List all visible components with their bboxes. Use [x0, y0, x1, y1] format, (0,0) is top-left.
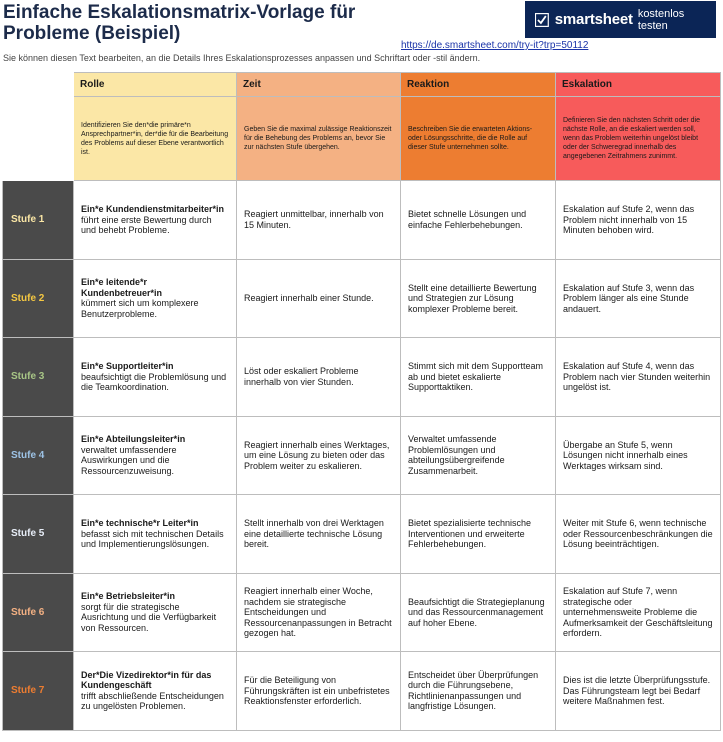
response-cell[interactable]: Verwaltet umfassende Problemlösungen und abteilungsübergreifende Zusammenarbeit. — [401, 416, 556, 495]
column-header-reaktion: Reaktion — [401, 73, 556, 97]
time-cell[interactable]: Reagiert innerhalb einer Woche, nachdem sie strategische Entscheidungen und Ressourcenanpassungen in Betracht gezogen hat. — [237, 573, 401, 652]
table-row — [3, 495, 721, 574]
escalation-cell[interactable]: Dies ist die letzte Überprüfungsstufe. Das Führungsteam legt bei Bedarf weitere Maßnahmen fest. — [556, 652, 721, 731]
role-description: beaufsichtigt die Problemlösung und die Teamkoordination. — [81, 371, 227, 392]
table-row — [3, 573, 721, 652]
table-row — [3, 181, 721, 260]
column-description-reaktion[interactable]: Beschreiben Sie die erwarteten Aktions- oder Lösungsschritte, die die Rolle auf dieser Stufe unternehmen sollte. — [401, 97, 556, 181]
column-description-rolle[interactable]: Identifizieren Sie den*die primäre*n Ansprechpartner*in, der*die für die Bearbeitung des Problems auf dieser Ebene verantwortlich ist. — [74, 97, 237, 181]
time-cell[interactable]: Stellt innerhalb von drei Werktagen eine detaillierte technische Lösung bereit. — [237, 495, 401, 574]
table-row — [3, 652, 721, 731]
role-description: befasst sich mit technischen Details und Implementierungslösungen. — [81, 528, 224, 549]
table-row — [3, 259, 721, 338]
column-header-rolle: Rolle — [74, 73, 237, 97]
smartsheet-banner[interactable] — [525, 1, 716, 38]
stage-label: Stufe 3 — [3, 338, 74, 417]
table-row — [3, 416, 721, 495]
role-cell[interactable] — [74, 573, 237, 652]
escalation-cell[interactable]: Weiter mit Stufe 6, wenn technische oder Ressourcenbeschränkungen die Lösung beeinträchtigen. — [556, 495, 721, 574]
stage-label: Stufe 6 — [3, 573, 74, 652]
time-cell[interactable]: Löst oder eskaliert Probleme innerhalb von vier Stunden. — [237, 338, 401, 417]
stage-label: Stufe 1 — [3, 181, 74, 260]
table-row — [3, 338, 721, 417]
brand-name: smartsheet — [554, 11, 633, 28]
stage-label: Stufe 4 — [3, 416, 74, 495]
role-description: kümmert sich um komplexere Benutzerprobleme. — [81, 298, 199, 319]
escalation-cell[interactable]: Eskalation auf Stufe 3, wenn das Problem länger als eine Stunde andauert. — [556, 259, 721, 338]
time-cell[interactable]: Reagiert innerhalb eines Werktages, um eine Lösung zu bieten oder das Problem weiter zu eskalieren. — [237, 416, 401, 495]
escalation-cell[interactable]: Eskalation auf Stufe 4, wenn das Problem nach vier Stunden weiterhin ungelöst ist. — [556, 338, 721, 417]
role-cell[interactable] — [74, 259, 237, 338]
role-title: Ein*e Supportleiter*in — [81, 361, 174, 371]
role-title: Der*Die Vizedirektor*in für das Kundengeschäft — [81, 669, 212, 691]
role-title: Ein*e technische*r Leiter*in — [81, 518, 199, 528]
stage-label: Stufe 5 — [3, 495, 74, 574]
role-cell[interactable] — [74, 338, 237, 417]
role-cell[interactable] — [74, 495, 237, 574]
instructions-text: Sie können diesen Text bearbeiten, an die Details Ihres Eskalationsprozesses anpassen und Schriftart oder -stil ändern. — [3, 53, 481, 63]
time-cell[interactable]: Reagiert innerhalb einer Stunde. — [237, 259, 401, 338]
response-cell[interactable]: Bietet schnelle Lösungen und einfache Fehlerbehebungen. — [401, 181, 556, 260]
role-title: Ein*e Betriebsleiter*in — [81, 591, 176, 602]
escalation-cell[interactable]: Übergabe an Stufe 5, wenn Lösungen nicht innerhalb eines Werktages wirksam sind. — [556, 416, 721, 495]
stage-label: Stufe 2 — [3, 259, 74, 338]
response-cell[interactable]: Bietet spezialisierte technische Interventionen und erweiterte Fehlerbehebungen. — [401, 495, 556, 574]
response-cell[interactable]: Beaufsichtigt die Strategieplanung und das Ressourcenmanagement auf hoher Ebene. — [401, 573, 556, 652]
column-description-zeit[interactable]: Geben Sie die maximal zulässige Reaktionszeit für die Behebung des Problems an, bevor Sie zur nächsten Stufe übergehen. — [237, 97, 401, 181]
trial-link[interactable]: https://de.smartsheet.com/try-it?trp=50112 — [401, 40, 589, 51]
response-cell[interactable]: Stellt eine detaillierte Bewertung und Strategien zur Lösung komplexer Probleme bereit. — [401, 259, 556, 338]
role-description: führt eine erste Bewertung durch und behebt Probleme. — [81, 214, 212, 235]
response-cell[interactable]: Entscheidet über Überprüfungen durch die Führungsebene, Richtlinienanpassungen und langfristige Lösungen. — [401, 652, 556, 731]
page-title: Einfache Eskalationsmatrix-Vorlage für Probleme (Beispiel) — [3, 2, 356, 44]
time-cell[interactable]: Für die Beteiligung von Führungskräften ist ein unbefristetes Reaktionsfenster erforderlich. — [237, 652, 401, 731]
role-description: trifft abschließende Entscheidungen zu ungelösten Problemen. — [81, 690, 224, 712]
trial-cta: kostenlos testen — [637, 7, 685, 32]
role-description: sorgt für die strategische Ausrichtung und die Verfügbarkeit von Ressourcen. — [81, 601, 217, 633]
role-title: Ein*e leitende*r Kundenbetreuer*in — [81, 277, 163, 298]
role-cell[interactable] — [74, 416, 237, 495]
role-cell[interactable] — [74, 652, 237, 731]
time-cell[interactable]: Reagiert unmittelbar, innerhalb von 15 Minuten. — [237, 181, 401, 260]
response-cell[interactable]: Stimmt sich mit dem Supportteam ab und bietet eskalierte Supporttaktiken. — [401, 338, 556, 417]
column-header-eskalation: Eskalation — [556, 73, 721, 97]
role-cell[interactable] — [74, 181, 237, 260]
role-description: verwaltet umfassendere Auswirkungen und die Ressourcenzuweisung. — [81, 444, 177, 476]
column-header-zeit: Zeit — [237, 73, 401, 97]
role-title: Ein*e Abteilungsleiter*in — [81, 434, 186, 445]
role-title: Ein*e Kundendienstmitarbeiter*in — [81, 204, 225, 214]
smartsheet-logo-icon — [535, 13, 549, 27]
column-description-eskalation[interactable]: Definieren Sie den nächsten Schritt oder die nächste Rolle, an die eskaliert werden soll, wenn das Problem weiterhin ungelöst bleibt oder der Schweregrad innerhalb des angegebenen Zeitrahmens zunimmt. — [556, 97, 721, 181]
stage-label: Stufe 7 — [3, 652, 74, 731]
escalation-cell[interactable]: Eskalation auf Stufe 2, wenn das Problem nicht innerhalb von 15 Minuten behoben wird. — [556, 181, 721, 260]
escalation-cell[interactable]: Eskalation auf Stufe 7, wenn strategische oder unternehmensweite Probleme die Aufmerksamkeit der Geschäftsleitung erfordern. — [556, 573, 721, 652]
escalation-matrix — [2, 72, 721, 731]
